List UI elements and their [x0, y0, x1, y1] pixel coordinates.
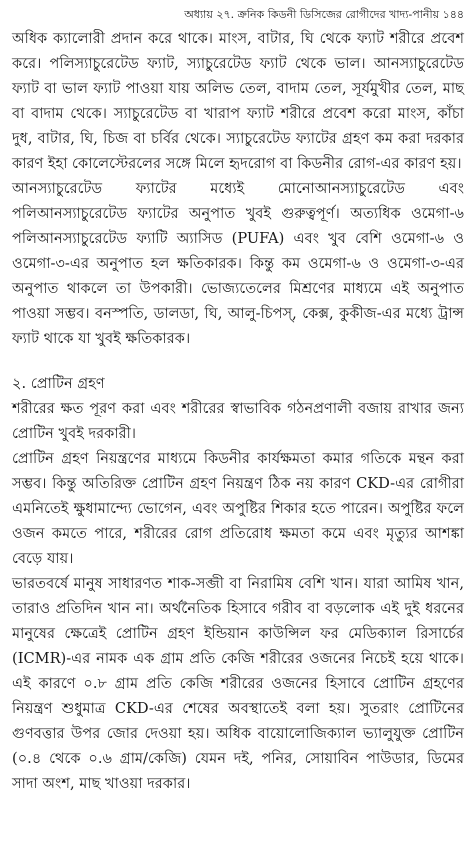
paragraph-protein-need: শরীরের ক্ষত পূরণ করা এবং শরীরের স্বাভাবিক গঠনপ্রণালী বজায় রাখার জন্য প্রোটিন খুবই দরকারী। [12, 400, 464, 442]
book-page [12, 6, 464, 796]
paragraph-protein-india: ভারতবর্ষে মানুষ সাধারণত শাক-সব্জী বা নিরামিষ বেশি খান। যারা আমিষ খান, তারাও প্রতিদিন খান না। অর্থনৈতিক হিসাবে গরীব বা বড়লোক এই দুই ধরনের মানুষের ক্ষেত্রেই প্রোটিন গ্রহণ ইন্ডিয়ান কাউন্সিল ফর মেডিক্যাল রিসার্চের (ICMR)-এর নামক এক গ্রাম প্রতি কেজি শরীরের ওজনের নিচেই হয়ে থাকে। এই কারণে ০.৮ গ্রাম প্রতি কেজি শরীরের ওজনের হিসাবে প্রোটিন গ্রহণের নিয়ন্ত্রণ শুধুমাত্র CKD-এর শেষের অবস্থাতেই বলা হয়। সুতরাং প্রোটিনের গুণবত্তার উপর জোর দেওয়া হয়। অধিক বায়োলোজিক্যাল ভ্যালুযুক্ত প্রোটিন (০.৪ থেকে ০.৬ গ্রাম/কেজি) যেমন দই, পনির, সোয়াবিন পাউডার, ডিমের সাদা অংশ, মাছ খাওয়া দরকার। [12, 575, 464, 792]
paragraph-fat-ratio: আনস্যাচুরেটেড ফ্যাটের মধ্যেই মোনোআনস্যাচুরেটেড এবং পলিআনস্যাচুরেটেড ফ্যাটের অনুপাত খুবই গুরুত্বপূর্ণ। অত্যধিক ওমেগা-৬ পলিআনস্যাচুরেটেড ফ্যাটি অ্যাসিড (PUFA) এবং খুব বেশি ওমেগা-৬ ও ওমেগা-৩-এর অনুপাত হল ক্ষতিকারক। কিন্তু কম ওমেগা-৬ ও ওমেগা-৩-এর অনুপাত থাকলে তা উপকারী। ভোজ্যতেলের মিশ্রণের মাধ্যমে এই অনুপাত পাওয়া সম্ভব। বনস্পতি, ডালডা, ঘি, আলু-চিপস্, কেক্স, কুকীজ-এর মধ্যে ট্রান্স ফ্যাট থাকে যা খুবই ক্ষতিকারক। [12, 180, 464, 347]
paragraph-protein-control: প্রোটিন গ্রহণ নিয়ন্ত্রণের মাধ্যমে কিডনীর কার্যক্ষমতা কমার গতিকে মন্থন করা সম্ভব। কিন্তু অতিরিক্ত প্রোটিন গ্রহণ নিয়ন্ত্রণ ঠিক নয় কারণ CKD-এর রোগীরা এমনিতেই ক্ষুধামান্দ্যে ভোগেন, এবং অপুষ্টির শিকার হতে পারেন। অপুষ্টির ফলে ওজন কমতে পারে, শরীরের রোগ প্রতিরোধ ক্ষমতা কমে এবং মৃত্যুর আশঙ্কা বেড়ে যায়। [12, 450, 464, 567]
running-header: অধ্যায় ২৭. ক্রনিক কিডনী ডিসিজের রোগীদের খাদ্য-পানীয় ১৪৪ [184, 8, 464, 21]
paragraph-fat-sources: অধিক ক্যালোরী প্রদান করে থাকে। মাংস, বাটার, ঘি থেকে ফ্যাট শরীরে প্রবেশ করে। পলিস্যাচুরেটেড ফ্যাট, স্যাচুরেটেড ফ্যাট থেকে ভাল। আনস্যাচুরেটেড ফ্যাট বা ভাল ফ্যাট পাওয়া যায় অলিভ তেল, বাদাম তেল, সূর্যমুখীর তেল, মাছ বা বাদাম থেকে। স্যাচুরেটেড বা খারাপ ফ্যাট শরীরে প্রবেশ করো মাংস, কাঁচা দুধ, বাটার, ঘি, চিজ বা চর্বির থেকে। স্যাচুরেটেড ফ্যাটের গ্রহণ কম করা দরকার কারণ ইহা কোলেস্টেরলের সঙ্গে মিলে হৃদরোগ বা কিডনীর রোগ-এর কারণ হয়। [12, 30, 464, 172]
section-heading-protein: ২. প্রোটিন গ্রহণ [12, 375, 105, 392]
